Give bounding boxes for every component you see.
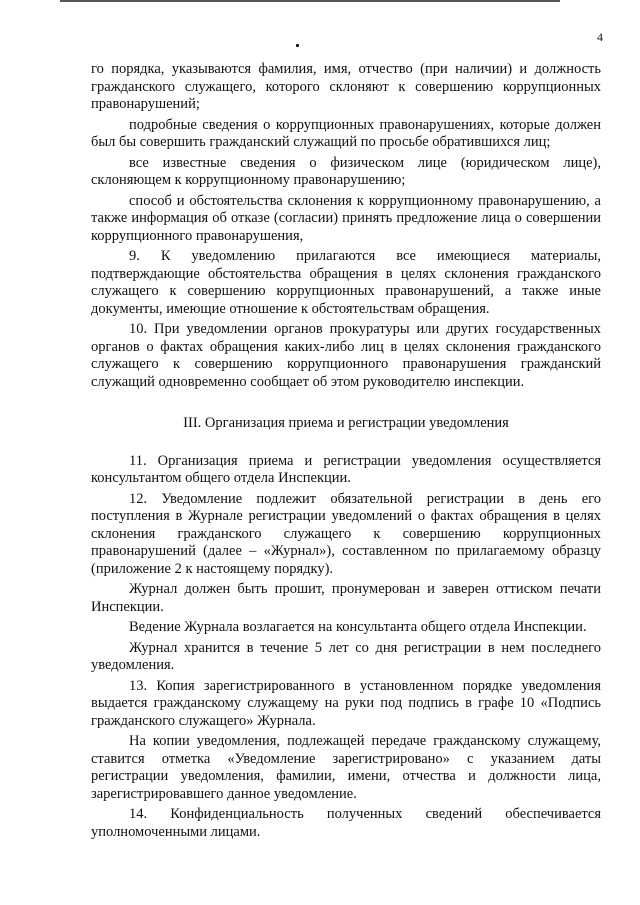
top-border-line	[60, 0, 560, 2]
scan-speck-mark	[296, 44, 299, 47]
paragraph: все известные сведения о физическом лице (юридическом лице), склоняющем к коррупционному правонарушению;	[91, 154, 601, 188]
paragraph: 13. Копия зарегистрированного в установленном порядке уведомления выдается гражданскому служащему на руки под подпись в графе 10 «Подпись гражданского служащего» Журнала.	[91, 677, 601, 729]
section-heading: III. Организация приема и регистрации уведомления	[183, 415, 509, 431]
page-number: 4	[597, 30, 603, 44]
paragraph: 11. Организация приема и регистрации уведомления осуществляется консультантом общего отдела Инспекции.	[91, 452, 601, 486]
paragraphs-after-heading	[91, 453, 601, 842]
paragraph: Журнал должен быть прошит, пронумерован и заверен оттиском печати Инспекции.	[91, 581, 601, 615]
paragraph: Журнал хранится в течение 5 лет со дня регистрации в нем последнего уведомления.	[91, 639, 601, 673]
paragraph: подробные сведения о коррупционных правонарушениях, которые должен был бы совершить гражданский служащий по просьбе обратившихся лиц;	[91, 116, 601, 150]
paragraph: 10. При уведомлении органов прокуратуры или других государственных органов о фактах обращения каких-либо лиц в целях склонения гражданского служащего к совершению коррупционного правонарушения гражданский служащий одновременно сообщает об этом руководителю инспекции.	[91, 321, 601, 390]
paragraph: способ и обстоятельства склонения к коррупционному правонарушению, а также информация об отказе (согласии) принять предложение лица о совершении коррупционного правонарушения,	[91, 192, 601, 244]
paragraph: 12. Уведомление подлежит обязательной регистрации в день его поступления в Журнале регистрации уведомлений о фактах обращения в целях склонения гражданского служащего к совершению коррупционных правонарушений (далее – «Журнал»), составленном по прилагаемому образцу (приложение 2 к настоящему порядку).	[91, 490, 601, 577]
paragraph: 9. К уведомлению прилагаются все имеющиеся материалы, подтверждающие обстоятельства обращения в целях склонения гражданского служащего к совершению коррупционных правонарушений, а также иные документы, имеющие отношение к обстоятельствам обращения.	[91, 248, 601, 317]
paragraphs-before-heading	[91, 61, 601, 391]
document-body	[91, 61, 601, 844]
paragraph: 14. Конфиденциальность полученных сведений обеспечивается уполномоченными лицами.	[91, 806, 601, 840]
paragraph: Ведение Журнала возлагается на консультанта общего отдела Инспекции.	[129, 619, 587, 635]
paragraph: На копии уведомления, подлежащей передаче гражданскому служащему, ставится отметка «Уведомление зарегистрировано» с указанием даты регистрации уведомления, фамилии, имени, отчества и должности лица, зарегистрировавшего данное уведомление.	[91, 733, 601, 802]
paragraph: го порядка, указываются фамилия, имя, отчество (при наличии) и должность гражданского служащего, которого склоняют к совершению коррупционных правонарушений;	[91, 61, 601, 112]
